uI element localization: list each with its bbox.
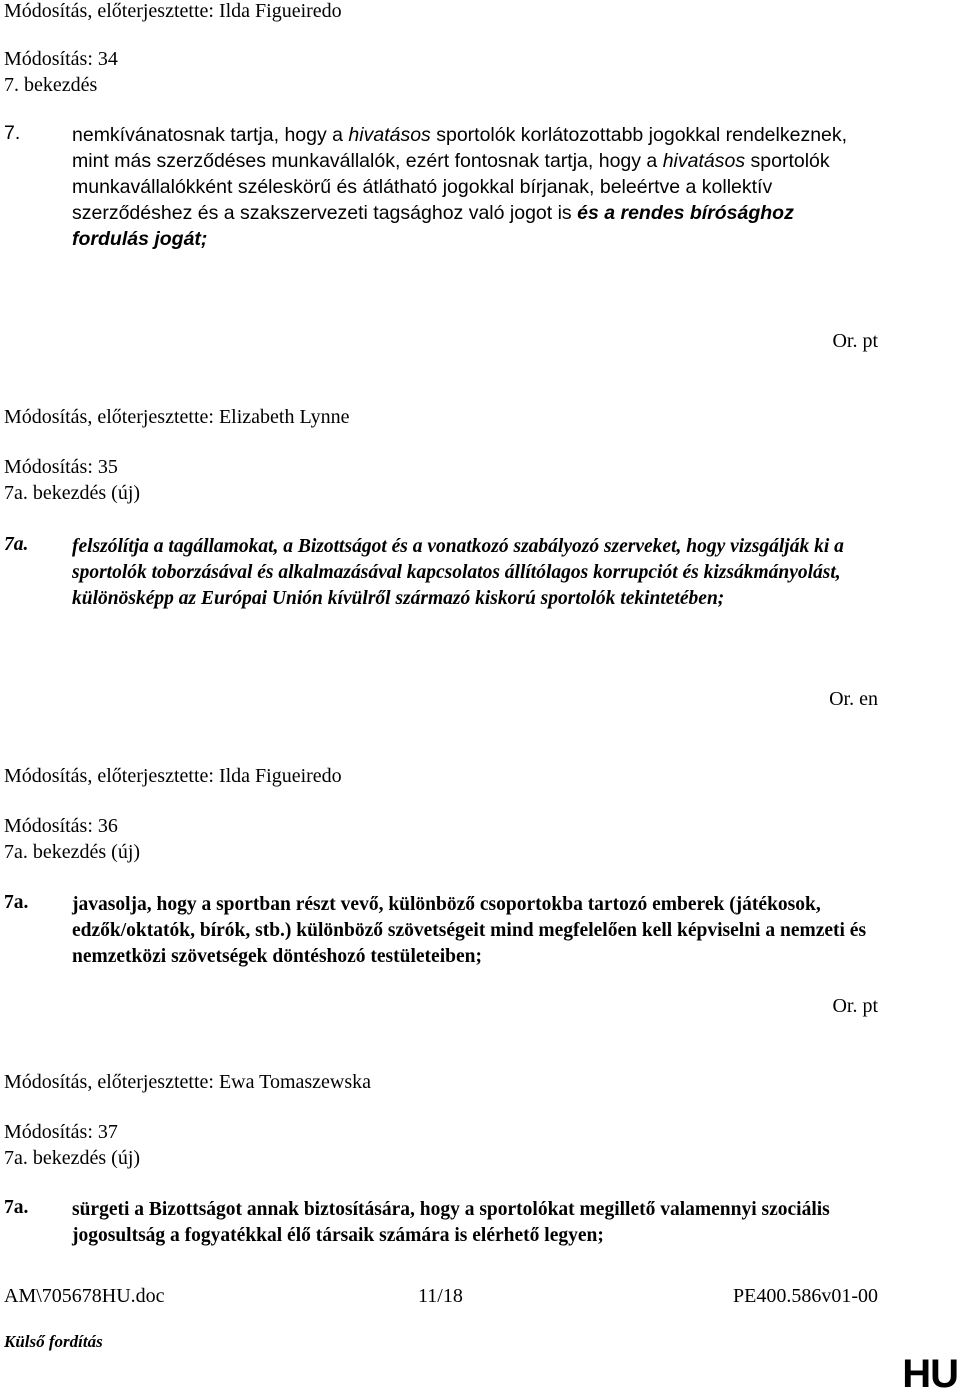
- amendment-35-item-number: 7a.: [4, 534, 29, 555]
- amendment-35-author: Módosítás, előterjesztette: Elizabeth Lynne: [4, 406, 350, 428]
- amendment-34-original-language: Or. pt: [832, 330, 878, 352]
- amendment-34-number: Módosítás: 34: [4, 48, 118, 70]
- text-part: és a rendes bírósághoz fordulás jogát;: [72, 202, 794, 250]
- amendment-37-item-number: 7a.: [4, 1197, 29, 1218]
- amendment-35-paragraph-ref: 7a. bekezdés (új): [4, 482, 141, 504]
- amendment-35-text: felszólítja a tagállamokat, a Bizottságot és a vonatkozó szabályozó szerveket, hogy vizsgálják ki a sportolók toborzásával és alkalmazásával kapcsolatos állítólagos korrupciót és kizsákmányolást, különösképp az Európai Unión kívülről származó kiskorú sportolók tekintetében;: [72, 536, 844, 609]
- amendment-34-paragraph-ref: 7. bekezdés: [4, 74, 98, 96]
- amendment-36-paragraph-ref: 7a. bekezdés (új): [4, 841, 141, 863]
- text-part: sportolók munkavállalókként széleskörű és átlátható jogokkal bírjanak, beleértve a kollektív szerződéshez és a szakszervezeti tagsághoz való jogot is: [72, 150, 830, 224]
- amendment-36-author: Módosítás, előterjesztette: Ilda Figueiredo: [4, 765, 342, 787]
- amendment-34-text: [72, 122, 872, 252]
- text-part: sportolók korlátozottabb jogokkal rendelkeznek, mint más szerződéses munkavállalók, ezért fontosnak tartja, hogy a: [72, 124, 848, 172]
- amendment-36-text: javasolja, hogy a sportban részt vevő, különböző csoportokba tartozó emberek (játékosok, edzők/oktatók, bírók, stb.) különböző szövetségeit mind megfelelően kell képviselni a nemzeti és nemzetközi szövetségek döntéshozó testületeiben;: [72, 894, 867, 967]
- amendment-35-original-language: Or. en: [829, 688, 878, 710]
- footer-pe-ref: PE400.586v01-00: [733, 1285, 878, 1307]
- text-part: nemkívánatosnak tartja, hogy a: [72, 124, 349, 146]
- amendment-37-paragraph-ref: 7a. bekezdés (új): [4, 1147, 141, 1169]
- amendment-37-author: Módosítás, előterjesztette: Ewa Tomaszewska: [4, 1071, 372, 1093]
- amendment-36-item-number: 7a.: [4, 892, 29, 913]
- amendment-34-author: Módosítás, előterjesztette: Ilda Figueiredo: [4, 0, 342, 22]
- text-part: hivatásos: [662, 150, 746, 172]
- amendment-36-original-language: Or. pt: [832, 995, 878, 1017]
- amendment-36-number: Módosítás: 36: [4, 815, 118, 837]
- footer-translation-note: Külső fordítás: [4, 1332, 103, 1351]
- footer-doc-ref: AM\705678HU.doc: [4, 1285, 165, 1307]
- amendment-34-item-number: 7.: [4, 122, 21, 144]
- amendment-37-number: Módosítás: 37: [4, 1121, 118, 1143]
- text-part: hivatásos: [348, 124, 431, 146]
- amendment-35-number: Módosítás: 35: [4, 456, 118, 478]
- footer-page-number: 11/18: [418, 1285, 463, 1307]
- language-code: HU: [902, 1352, 958, 1396]
- amendment-37-text: sürgeti a Bizottságot annak biztosítására, hogy a sportolókat megillető valamennyi szociális jogosultság a fogyatékkal élő társaik számára is elérhető legyen;: [72, 1199, 830, 1246]
